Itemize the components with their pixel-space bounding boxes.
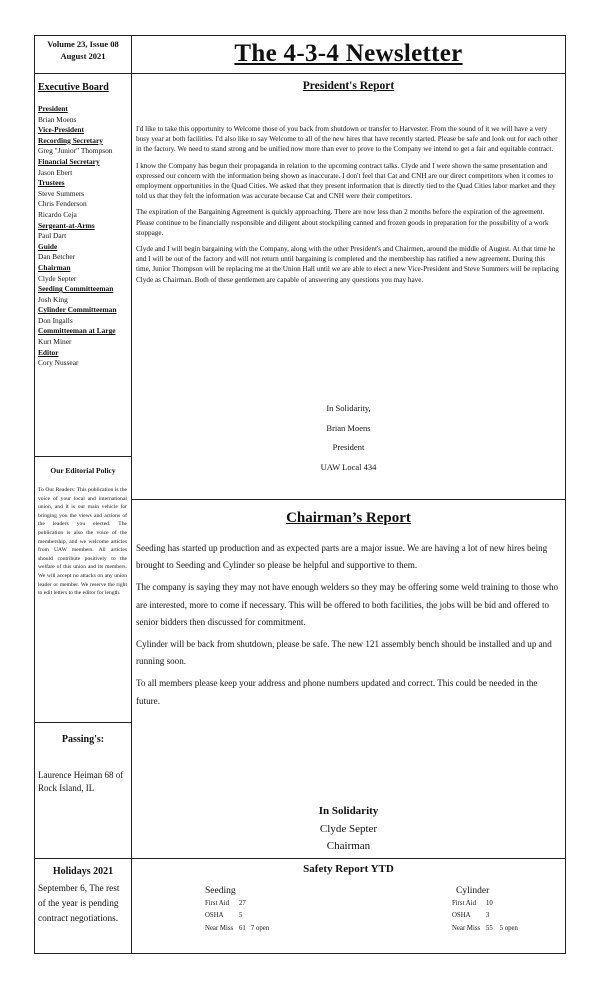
safety-report-title: Safety Report YTD bbox=[303, 863, 394, 875]
safety-row bbox=[205, 898, 269, 910]
board-member-name: Ricardo Ceja bbox=[38, 209, 77, 219]
board-role: Committeeman at Large bbox=[38, 326, 116, 336]
safety-value: 10 bbox=[486, 900, 493, 907]
holidays-title: Holidays 2021 bbox=[52, 866, 114, 877]
board-member-name: Brian Moens bbox=[38, 114, 77, 124]
issue-info bbox=[35, 38, 131, 62]
sidebar-rule bbox=[35, 73, 131, 74]
main-rule bbox=[132, 499, 565, 500]
report-paragraph: To all members please keep your address and phone numbers updated and correct. This could be needed in the future. bbox=[136, 678, 538, 706]
report-paragraph: I know the Company has begun their propaganda in relation to the upcoming contract talks. Clyde and I were shown the same presentation and expressed our concern with the information being shown as inaccurate. I don't feel that Cat and CNH are our direct competitors when it comes to employment opportunities in the Quad Cities. We asked that they present information that is directly tied to the Quad Cities labor market and they told us that they felt the information was accurate because Cat and CNH were their competitors. bbox=[136, 161, 556, 201]
signature-line: UAW Local 434 bbox=[320, 461, 377, 472]
executive-board-list bbox=[38, 104, 131, 369]
passings-text: Laurence Heiman 68 of Rock Island, IL bbox=[38, 770, 124, 793]
safety-row bbox=[205, 923, 269, 935]
signature-line: Clyde Septer bbox=[319, 822, 378, 835]
board-role: Guide bbox=[38, 241, 58, 251]
safety-label: Near Miss bbox=[452, 924, 481, 932]
executive-board-title: Executive Board bbox=[38, 82, 109, 93]
passings-title: Passing's: bbox=[61, 734, 105, 745]
safety-cylinder bbox=[452, 884, 518, 935]
safety-group-name: Seeding bbox=[205, 886, 236, 896]
president-report-body bbox=[136, 124, 560, 291]
board-role: Chairman bbox=[38, 262, 71, 272]
board-role: Recording Secretary bbox=[38, 135, 103, 145]
board-member-name: Jason Ebert bbox=[38, 167, 73, 177]
board-role: Financial Secretary bbox=[38, 156, 100, 166]
issue-date: August 2021 bbox=[60, 51, 106, 61]
board-member-name: Cory Nussear bbox=[38, 358, 79, 368]
report-paragraph: Cylinder will be back from shutdown, please be safe. The new 121 assembly bench should be installed and up and running soon. bbox=[136, 639, 552, 667]
signature-line: President bbox=[332, 442, 365, 452]
editorial-policy-text: To Our Readers: This publication is the voice of your local and international union, and it is our main vehicle for bringing you the views and actions of the leaders you elected. The publication is also the voice of the membership, and we welcome articles from UAW members. All articles should contribute positively to the welfare of this union and its members. We will accept no attacks on any union leader or member. We reserve the right to edit letters to the editor for length. bbox=[38, 487, 127, 597]
safety-value: 55 5 open bbox=[486, 924, 518, 932]
report-paragraph: The company is saying they may not have enough welders so they may be offering some weld training to those who are interested, more to come if necessary. This will be offered to both facilities, the jobs will be bid and offered to senior bidders then discussed for commitment. bbox=[136, 582, 559, 628]
report-paragraph: Clyde and I will begin bargaining with the Company, along with the other President's and Chairmen, around the middle of August. At that time he and I will be out of the factory and will not return until bargaining is completed and the membership has ratified a new agreement. During this time, Junior Thompson will be replacing me at the Union Hall until we are able to elect a new Vice-President and Steve Summers will be replacing Clyde as Chairman. Both of these gentlemen are capable of answering any questions you may have. bbox=[136, 245, 559, 284]
board-role: Cylinder Committeeman bbox=[38, 305, 117, 315]
chairman-report-body bbox=[136, 540, 562, 715]
safety-value: 3 bbox=[486, 912, 490, 920]
board-role: Trustees bbox=[38, 178, 65, 188]
report-paragraph: Seeding has started up production and as expected parts are a major issue. We are having a lot of new hires being brought to Seeding and Cylinder so please be helpful and supportive to them. bbox=[136, 543, 548, 571]
safety-label: First Aid bbox=[452, 900, 476, 907]
board-member-name: Steve Summers bbox=[38, 188, 85, 198]
report-paragraph: The expiration of the Bargaining Agreement is quickly approaching. There are now less than 2 months before the expiration of the agreement. Please continue to be financially responsible and diligent about stockpiling canned and frozen goods in preparation for the possibility of a work stoppage. bbox=[136, 208, 549, 237]
safety-label: OSHA bbox=[452, 912, 471, 920]
safety-value: 27 bbox=[239, 900, 246, 907]
report-paragraph: I'd like to take this opportunity to Welcome those of you back from shutdown or transfer to Harvester. From the sound of it we will have a very busy year at both facilities. I'd also like to say Welcome to all of the new hires that have recently started. Please be safe and look out for each other in the factory. We need to stand strong and be unified now more than ever to prove to the Company we intend to get a fair and equitable contract. bbox=[136, 125, 558, 154]
safety-value: 61 7 open bbox=[239, 924, 270, 932]
chairman-report-title: Chairman’s Report bbox=[286, 510, 411, 526]
editorial-policy-title: Our Editorial Policy bbox=[50, 466, 116, 475]
safety-label: OSHA bbox=[205, 912, 224, 920]
board-role: Sergeant-at-Arms bbox=[38, 220, 95, 230]
sidebar-rule bbox=[35, 858, 131, 859]
signature-line: Chairman bbox=[326, 840, 371, 852]
board-role: Vice-President bbox=[38, 125, 84, 135]
chairman-signature bbox=[132, 803, 565, 856]
safety-row bbox=[452, 898, 518, 910]
board-member-name: Josh King bbox=[38, 294, 68, 304]
safety-row bbox=[205, 910, 269, 922]
board-member-name: Dan Betcher bbox=[38, 252, 76, 262]
safety-seeding bbox=[205, 884, 269, 935]
holidays-text: September 6, The rest of the year is pending contract negotiations. bbox=[38, 884, 120, 925]
board-member-name: Chris Fenderson bbox=[38, 199, 87, 209]
sidebar-rule bbox=[35, 456, 131, 457]
main-rule bbox=[132, 858, 565, 859]
board-member-name: Don Ingalls bbox=[38, 315, 73, 325]
board-member-name: Greg "Junior" Thompson bbox=[38, 146, 113, 156]
board-member-name: Clyde Septer bbox=[38, 273, 77, 283]
president-signature bbox=[132, 399, 565, 477]
safety-label: Near Miss bbox=[205, 924, 234, 932]
safety-group-name: Cylinder bbox=[456, 886, 490, 896]
volume-label: Volume 23, Issue 08 bbox=[47, 39, 119, 49]
board-member-name: Kurt Miner bbox=[38, 337, 72, 347]
safety-row bbox=[452, 923, 518, 935]
signature-line: In Solidarity, bbox=[326, 403, 371, 413]
president-report-title: President's Report bbox=[302, 80, 395, 92]
sidebar-rule bbox=[35, 722, 131, 723]
signature-line: Brian Moens bbox=[326, 422, 371, 433]
board-member-name: Paul Dart bbox=[38, 231, 67, 241]
safety-value: 5 bbox=[239, 912, 243, 920]
safety-label: First Aid bbox=[205, 900, 229, 907]
newsletter-title: The 4-3-4 Newsletter bbox=[234, 40, 463, 67]
board-role: Editor bbox=[38, 347, 59, 357]
safety-row bbox=[452, 910, 518, 922]
signature-line: In Solidarity bbox=[318, 805, 379, 817]
board-role: Seeding Committeeman bbox=[38, 284, 114, 294]
board-role: President bbox=[38, 104, 68, 113]
main-rule bbox=[132, 73, 565, 74]
